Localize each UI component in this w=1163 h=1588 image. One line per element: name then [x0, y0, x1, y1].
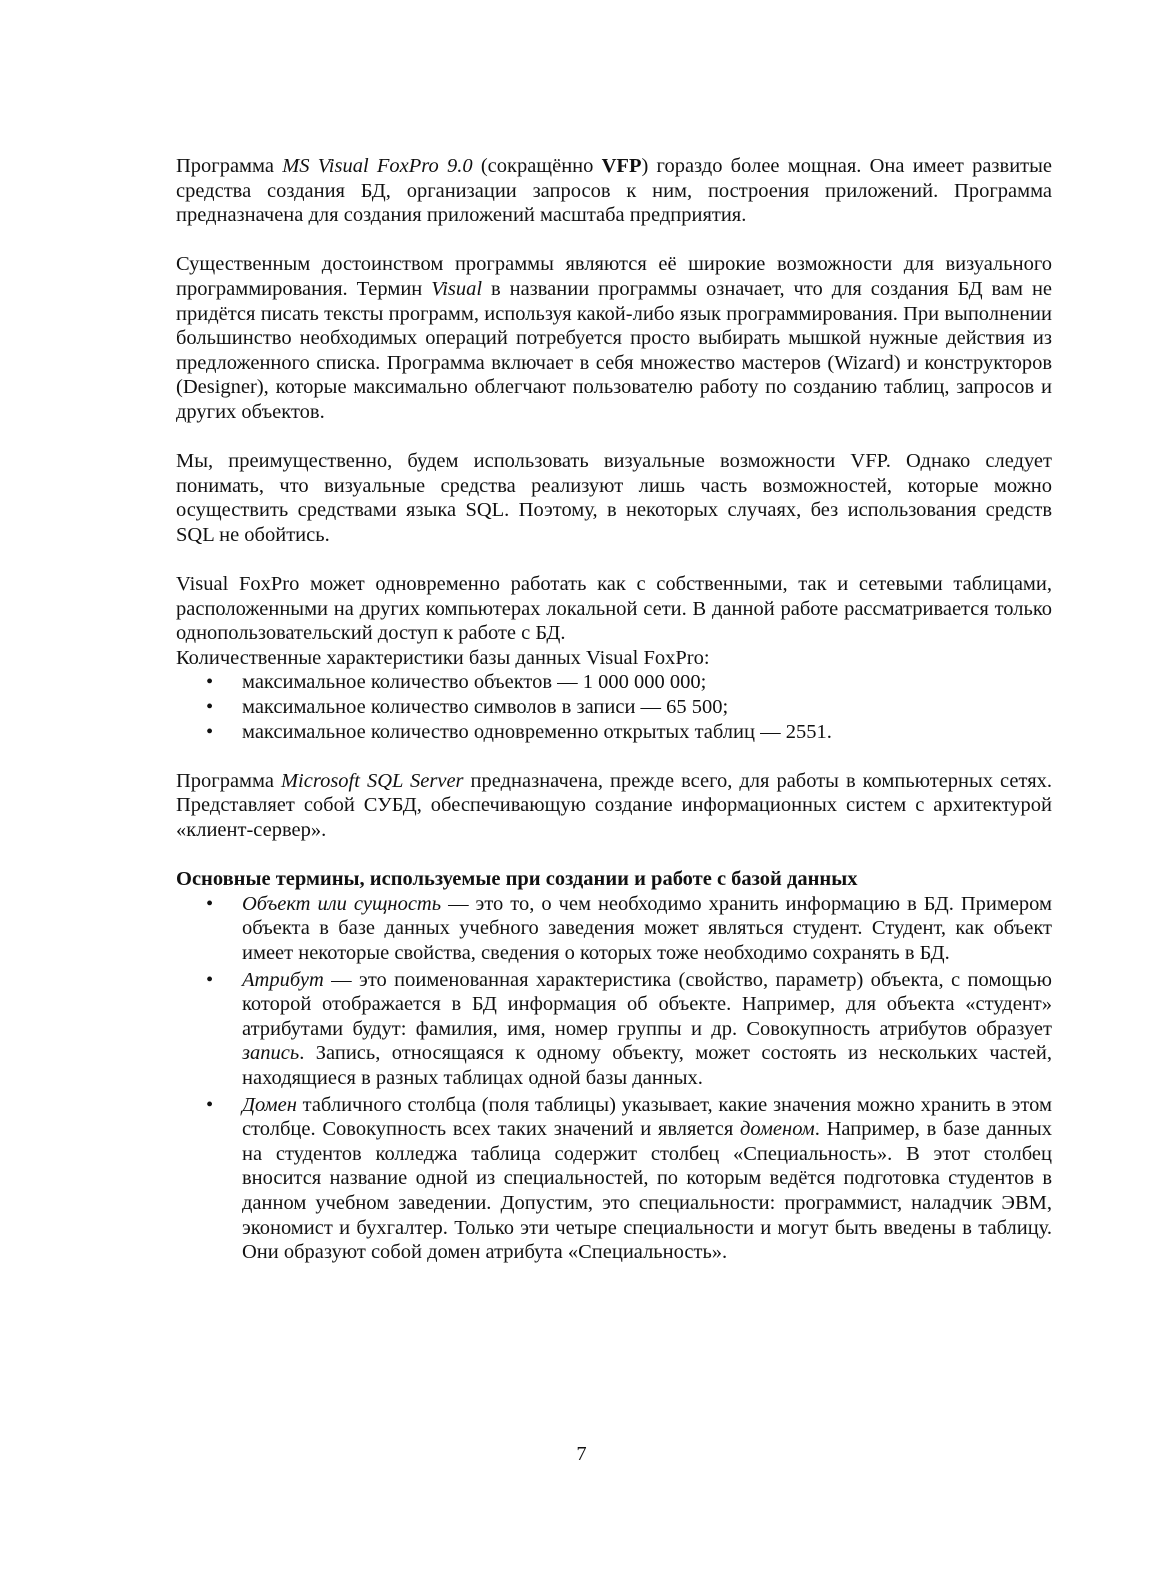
paragraph-sql-server: Программа Microsoft SQL Server предназначена, прежде всего, для работы в компьютерных сетях. Представляет собой СУБД, обеспечивающую создание информационных систем с архитектурой «клиент-сервер».: [176, 769, 1053, 842]
section-heading: Основные термины, используемые при создании и работе с базой данных: [176, 868, 858, 891]
bullet-icon: •: [206, 892, 214, 915]
list-item: • максимальное количество одновременно открытых таблиц — 2551.: [206, 720, 832, 743]
bullet-icon: •: [206, 720, 214, 743]
paragraph-limits-intro: Количественные характеристики базы данных Visual FoxPro:: [176, 646, 710, 669]
paragraph-sql-note: Мы, преимущественно, будем использовать визуальные возможности VFP. Однако следует понимать, что визуальные средства реализуют лишь часть возможностей, которые можно осуществить средствами языка SQL. Поэтому, в некоторых случаях, без использования средств SQL не обойтись.: [176, 450, 1052, 546]
paragraph-network: Visual FoxPro может одновременно работать как с собственными, так и сетевыми таблицами, расположенными на других компьютерах локальной сети. В данной работе рассматривается только однопользовательский доступ к работе с БД.: [176, 573, 1052, 645]
list-item: • Объект или сущность — это то, о чем необходимо хранить информацию в БД. Примером объекта в базе данных учебного заведения может являться студент. Студент, как объект имеет некоторые свойства, сведения о которых тоже необходимо сохранять в БД.: [206, 892, 1053, 964]
list-item: • Атрибут — это поименованная характеристика (свойство, параметр) объекта, с помощью которой отображается в БД информация об объекте. Например, для объекта «студент» атрибутами будут: фамилия, имя, номер группы и др. Совокупность атрибутов образует запись. Запись, относящаяся к одному объекту, может состоять из нескольких частей, находящиеся в разных таблицах одной базы данных.: [206, 968, 1052, 1089]
paragraph-visual-programming: Существенным достоинством программы являются её широкие возможности для визуального программирования. Термин Visual в названии программы означает, что для создания БД вам не придётся писать тексты программ, используя какой-либо язык программирования. При выполнении большинство необходимых операций потребуется просто выбирать мышкой нужные действия из предложенного списка. Программа включает в себя множество мастеров (Wizard) и конструкторов (Designer), которые максимально облегчают пользователю работу по созданию таблиц, запросов и других объектов.: [176, 253, 1053, 423]
list-item: • максимальное количество символов в записи — 65 500;: [206, 696, 729, 719]
bullet-icon: •: [206, 696, 214, 719]
term-attribute: Атрибут: [242, 968, 324, 991]
list-item: • Домен табличного столбца (поля таблицы) указывает, какие значения можно хранить в этом столбце. Совокупность всех таких значений и является доменом. Например, в базе данных на студентов колледжа таблица содержит столбец «Специальность». В этот столбец вносится название одной из специальностей, по которым ведётся подготовка студентов в данном учебном заведении. Допустим, это специальности: программист, наладчик ЭВМ, экономист и бухгалтер. Только эти четыре специальности и могут быть введены в таблицу. Они образуют собой домен атрибута «Специальность».: [206, 1093, 1053, 1264]
page-number: 7: [576, 1443, 587, 1465]
limits-list: [176, 670, 1052, 744]
list-item: • максимальное количество объектов — 1 000 000 000;: [206, 671, 707, 694]
paragraph-vfp-intro: Программа MS Visual FoxPro 9.0 (сокращённо VFP) гораздо более мощная. Она имеет развитые средства создания БД, организации запросов к ним, построения приложений. Программа предназначена для создания приложений масштаба предприятия.: [176, 155, 1052, 227]
document-page: [176, 154, 1052, 1267]
bullet-icon: •: [206, 671, 214, 694]
bullet-icon: •: [206, 968, 214, 991]
terms-list: [176, 892, 1052, 1265]
term-domain: Домен: [242, 1093, 297, 1116]
bullet-icon: •: [206, 1093, 214, 1116]
term-object: Объект или сущность: [242, 892, 442, 915]
